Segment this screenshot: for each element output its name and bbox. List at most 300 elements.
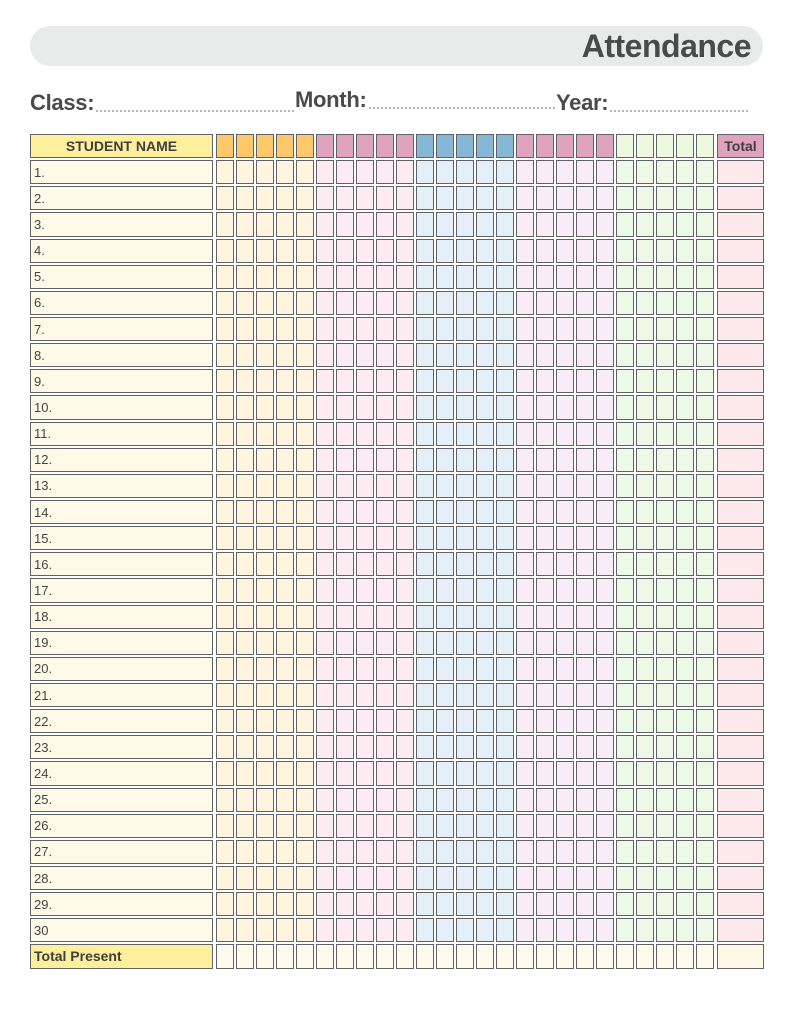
attendance-cell[interactable]	[596, 631, 614, 655]
student-name-cell[interactable]: 29.	[30, 892, 213, 916]
attendance-cell[interactable]	[616, 448, 634, 472]
attendance-cell[interactable]	[396, 265, 414, 289]
attendance-cell[interactable]	[696, 657, 714, 681]
attendance-cell[interactable]	[216, 866, 234, 890]
attendance-cell[interactable]	[556, 788, 574, 812]
attendance-cell[interactable]	[396, 526, 414, 550]
attendance-cell[interactable]	[576, 291, 594, 315]
attendance-cell[interactable]	[296, 526, 314, 550]
attendance-cell[interactable]	[496, 892, 514, 916]
attendance-cell[interactable]	[636, 343, 654, 367]
row-total-cell[interactable]	[717, 814, 764, 838]
attendance-cell[interactable]	[256, 918, 274, 942]
attendance-cell[interactable]	[216, 683, 234, 707]
attendance-cell[interactable]	[316, 291, 334, 315]
attendance-cell[interactable]	[596, 422, 614, 446]
attendance-cell[interactable]	[236, 788, 254, 812]
attendance-cell[interactable]	[256, 683, 274, 707]
attendance-cell[interactable]	[676, 343, 694, 367]
attendance-cell[interactable]	[536, 814, 554, 838]
row-total-cell[interactable]	[717, 186, 764, 210]
attendance-cell[interactable]	[456, 317, 474, 341]
attendance-cell[interactable]	[576, 814, 594, 838]
attendance-cell[interactable]	[356, 395, 374, 419]
total-present-cell[interactable]	[616, 944, 634, 968]
attendance-cell[interactable]	[556, 683, 574, 707]
attendance-cell[interactable]	[316, 552, 334, 576]
attendance-cell[interactable]	[376, 526, 394, 550]
attendance-cell[interactable]	[496, 160, 514, 184]
attendance-cell[interactable]	[276, 474, 294, 498]
attendance-cell[interactable]	[596, 605, 614, 629]
attendance-cell[interactable]	[676, 526, 694, 550]
row-total-cell[interactable]	[717, 526, 764, 550]
student-name-cell[interactable]: 13.	[30, 474, 213, 498]
attendance-cell[interactable]	[676, 552, 694, 576]
attendance-cell[interactable]	[576, 918, 594, 942]
attendance-cell[interactable]	[276, 709, 294, 733]
attendance-cell[interactable]	[316, 657, 334, 681]
student-name-cell[interactable]: 15.	[30, 526, 213, 550]
attendance-cell[interactable]	[676, 578, 694, 602]
attendance-cell[interactable]	[236, 474, 254, 498]
attendance-cell[interactable]	[596, 709, 614, 733]
attendance-cell[interactable]	[616, 395, 634, 419]
attendance-cell[interactable]	[516, 735, 534, 759]
student-name-cell[interactable]: 22.	[30, 709, 213, 733]
attendance-cell[interactable]	[516, 683, 534, 707]
total-present-cell[interactable]	[516, 944, 534, 968]
attendance-cell[interactable]	[216, 395, 234, 419]
attendance-cell[interactable]	[396, 709, 414, 733]
attendance-cell[interactable]	[496, 761, 514, 785]
attendance-cell[interactable]	[636, 735, 654, 759]
attendance-cell[interactable]	[276, 526, 294, 550]
attendance-cell[interactable]	[336, 814, 354, 838]
student-name-cell[interactable]: 6.	[30, 291, 213, 315]
attendance-cell[interactable]	[516, 578, 534, 602]
attendance-cell[interactable]	[336, 448, 354, 472]
attendance-cell[interactable]	[456, 500, 474, 524]
attendance-cell[interactable]	[576, 605, 594, 629]
student-name-cell[interactable]: 11.	[30, 422, 213, 446]
attendance-cell[interactable]	[296, 892, 314, 916]
attendance-cell[interactable]	[376, 186, 394, 210]
attendance-cell[interactable]	[656, 474, 674, 498]
attendance-cell[interactable]	[356, 448, 374, 472]
attendance-cell[interactable]	[536, 683, 554, 707]
attendance-cell[interactable]	[436, 422, 454, 446]
attendance-cell[interactable]	[436, 657, 454, 681]
attendance-cell[interactable]	[536, 239, 554, 263]
attendance-cell[interactable]	[296, 160, 314, 184]
attendance-cell[interactable]	[236, 500, 254, 524]
attendance-cell[interactable]	[536, 709, 554, 733]
row-total-cell[interactable]	[717, 265, 764, 289]
attendance-cell[interactable]	[376, 448, 394, 472]
total-present-cell[interactable]	[476, 944, 494, 968]
total-present-cell[interactable]	[316, 944, 334, 968]
attendance-cell[interactable]	[636, 814, 654, 838]
attendance-cell[interactable]	[316, 395, 334, 419]
attendance-cell[interactable]	[316, 212, 334, 236]
total-present-cell[interactable]	[556, 944, 574, 968]
attendance-cell[interactable]	[536, 474, 554, 498]
attendance-cell[interactable]	[356, 840, 374, 864]
attendance-cell[interactable]	[316, 788, 334, 812]
attendance-cell[interactable]	[636, 212, 654, 236]
attendance-cell[interactable]	[696, 343, 714, 367]
attendance-cell[interactable]	[636, 631, 654, 655]
attendance-cell[interactable]	[376, 605, 394, 629]
attendance-cell[interactable]	[236, 552, 254, 576]
attendance-cell[interactable]	[476, 317, 494, 341]
attendance-cell[interactable]	[476, 840, 494, 864]
attendance-cell[interactable]	[696, 709, 714, 733]
attendance-cell[interactable]	[656, 291, 674, 315]
attendance-cell[interactable]	[456, 735, 474, 759]
attendance-cell[interactable]	[656, 840, 674, 864]
attendance-cell[interactable]	[396, 474, 414, 498]
attendance-cell[interactable]	[296, 395, 314, 419]
student-name-cell[interactable]: 14.	[30, 500, 213, 524]
attendance-cell[interactable]	[676, 761, 694, 785]
attendance-cell[interactable]	[616, 160, 634, 184]
attendance-cell[interactable]	[596, 578, 614, 602]
attendance-cell[interactable]	[496, 265, 514, 289]
attendance-cell[interactable]	[476, 918, 494, 942]
attendance-cell[interactable]	[536, 657, 554, 681]
attendance-cell[interactable]	[276, 395, 294, 419]
attendance-cell[interactable]	[596, 761, 614, 785]
attendance-cell[interactable]	[336, 735, 354, 759]
attendance-cell[interactable]	[216, 291, 234, 315]
attendance-cell[interactable]	[416, 474, 434, 498]
attendance-cell[interactable]	[576, 788, 594, 812]
attendance-cell[interactable]	[496, 448, 514, 472]
attendance-cell[interactable]	[396, 814, 414, 838]
attendance-cell[interactable]	[496, 369, 514, 393]
attendance-cell[interactable]	[416, 683, 434, 707]
attendance-cell[interactable]	[696, 892, 714, 916]
attendance-cell[interactable]	[476, 239, 494, 263]
attendance-cell[interactable]	[496, 526, 514, 550]
attendance-cell[interactable]	[656, 657, 674, 681]
attendance-cell[interactable]	[616, 605, 634, 629]
attendance-cell[interactable]	[336, 526, 354, 550]
attendance-cell[interactable]	[556, 369, 574, 393]
student-name-cell[interactable]: 9.	[30, 369, 213, 393]
attendance-cell[interactable]	[616, 918, 634, 942]
total-present-cell[interactable]	[636, 944, 654, 968]
attendance-cell[interactable]	[376, 657, 394, 681]
attendance-cell[interactable]	[336, 500, 354, 524]
attendance-cell[interactable]	[276, 683, 294, 707]
attendance-cell[interactable]	[236, 317, 254, 341]
total-present-cell[interactable]	[376, 944, 394, 968]
attendance-cell[interactable]	[516, 160, 534, 184]
attendance-cell[interactable]	[356, 422, 374, 446]
attendance-cell[interactable]	[676, 422, 694, 446]
attendance-cell[interactable]	[376, 578, 394, 602]
attendance-cell[interactable]	[216, 657, 234, 681]
attendance-cell[interactable]	[696, 239, 714, 263]
attendance-cell[interactable]	[436, 448, 454, 472]
attendance-cell[interactable]	[456, 709, 474, 733]
row-total-cell[interactable]	[717, 212, 764, 236]
attendance-cell[interactable]	[256, 526, 274, 550]
row-total-cell[interactable]	[717, 918, 764, 942]
attendance-cell[interactable]	[336, 683, 354, 707]
attendance-cell[interactable]	[336, 474, 354, 498]
attendance-cell[interactable]	[336, 369, 354, 393]
attendance-cell[interactable]	[276, 552, 294, 576]
attendance-cell[interactable]	[376, 552, 394, 576]
attendance-cell[interactable]	[356, 186, 374, 210]
attendance-cell[interactable]	[396, 657, 414, 681]
total-present-cell[interactable]	[396, 944, 414, 968]
attendance-cell[interactable]	[536, 735, 554, 759]
attendance-cell[interactable]	[696, 395, 714, 419]
attendance-cell[interactable]	[236, 395, 254, 419]
attendance-cell[interactable]	[396, 605, 414, 629]
student-name-cell[interactable]: 20.	[30, 657, 213, 681]
attendance-cell[interactable]	[296, 474, 314, 498]
attendance-cell[interactable]	[296, 422, 314, 446]
student-name-cell[interactable]: 16.	[30, 552, 213, 576]
attendance-cell[interactable]	[636, 422, 654, 446]
attendance-cell[interactable]	[696, 814, 714, 838]
attendance-cell[interactable]	[456, 892, 474, 916]
attendance-cell[interactable]	[276, 761, 294, 785]
attendance-cell[interactable]	[376, 709, 394, 733]
attendance-cell[interactable]	[616, 709, 634, 733]
attendance-cell[interactable]	[576, 840, 594, 864]
attendance-cell[interactable]	[276, 892, 294, 916]
attendance-cell[interactable]	[396, 317, 414, 341]
attendance-cell[interactable]	[236, 709, 254, 733]
attendance-cell[interactable]	[496, 840, 514, 864]
attendance-cell[interactable]	[296, 761, 314, 785]
attendance-cell[interactable]	[556, 186, 574, 210]
attendance-cell[interactable]	[536, 186, 554, 210]
attendance-cell[interactable]	[676, 814, 694, 838]
attendance-cell[interactable]	[356, 343, 374, 367]
attendance-cell[interactable]	[596, 866, 614, 890]
attendance-cell[interactable]	[456, 186, 474, 210]
attendance-cell[interactable]	[216, 892, 234, 916]
attendance-cell[interactable]	[456, 448, 474, 472]
attendance-cell[interactable]	[436, 840, 454, 864]
attendance-cell[interactable]	[256, 160, 274, 184]
attendance-cell[interactable]	[436, 160, 454, 184]
attendance-cell[interactable]	[596, 474, 614, 498]
attendance-cell[interactable]	[416, 212, 434, 236]
attendance-cell[interactable]	[476, 735, 494, 759]
attendance-cell[interactable]	[396, 212, 414, 236]
attendance-cell[interactable]	[576, 683, 594, 707]
attendance-cell[interactable]	[416, 448, 434, 472]
attendance-cell[interactable]	[216, 474, 234, 498]
attendance-cell[interactable]	[276, 840, 294, 864]
attendance-cell[interactable]	[236, 343, 254, 367]
total-present-cell[interactable]	[436, 944, 454, 968]
attendance-cell[interactable]	[276, 239, 294, 263]
attendance-cell[interactable]	[516, 500, 534, 524]
attendance-cell[interactable]	[436, 212, 454, 236]
attendance-cell[interactable]	[376, 212, 394, 236]
total-present-cell[interactable]	[256, 944, 274, 968]
attendance-cell[interactable]	[396, 866, 414, 890]
attendance-cell[interactable]	[256, 552, 274, 576]
attendance-cell[interactable]	[516, 343, 534, 367]
attendance-cell[interactable]	[296, 918, 314, 942]
attendance-cell[interactable]	[276, 578, 294, 602]
student-name-cell[interactable]: 3.	[30, 212, 213, 236]
attendance-cell[interactable]	[416, 291, 434, 315]
attendance-cell[interactable]	[296, 239, 314, 263]
attendance-cell[interactable]	[256, 892, 274, 916]
attendance-cell[interactable]	[596, 343, 614, 367]
attendance-cell[interactable]	[416, 186, 434, 210]
attendance-cell[interactable]	[636, 578, 654, 602]
attendance-cell[interactable]	[676, 474, 694, 498]
attendance-cell[interactable]	[476, 422, 494, 446]
attendance-cell[interactable]	[356, 552, 374, 576]
row-total-cell[interactable]	[717, 369, 764, 393]
row-total-cell[interactable]	[717, 395, 764, 419]
attendance-cell[interactable]	[596, 369, 614, 393]
attendance-cell[interactable]	[476, 291, 494, 315]
attendance-cell[interactable]	[256, 709, 274, 733]
attendance-cell[interactable]	[316, 343, 334, 367]
attendance-cell[interactable]	[396, 395, 414, 419]
attendance-cell[interactable]	[696, 317, 714, 341]
attendance-cell[interactable]	[696, 265, 714, 289]
attendance-cell[interactable]	[456, 657, 474, 681]
attendance-cell[interactable]	[356, 683, 374, 707]
attendance-cell[interactable]	[256, 369, 274, 393]
attendance-cell[interactable]	[616, 265, 634, 289]
attendance-cell[interactable]	[696, 160, 714, 184]
attendance-cell[interactable]	[256, 395, 274, 419]
attendance-cell[interactable]	[316, 918, 334, 942]
attendance-cell[interactable]	[416, 918, 434, 942]
attendance-cell[interactable]	[476, 186, 494, 210]
attendance-cell[interactable]	[536, 212, 554, 236]
attendance-cell[interactable]	[376, 422, 394, 446]
attendance-cell[interactable]	[416, 500, 434, 524]
attendance-cell[interactable]	[356, 866, 374, 890]
attendance-cell[interactable]	[416, 788, 434, 812]
total-present-cell[interactable]	[216, 944, 234, 968]
attendance-cell[interactable]	[616, 683, 634, 707]
attendance-cell[interactable]	[516, 788, 534, 812]
attendance-cell[interactable]	[296, 683, 314, 707]
attendance-cell[interactable]	[676, 631, 694, 655]
attendance-cell[interactable]	[356, 709, 374, 733]
row-total-cell[interactable]	[717, 840, 764, 864]
attendance-cell[interactable]	[676, 605, 694, 629]
class-field[interactable]	[30, 86, 294, 116]
attendance-cell[interactable]	[556, 212, 574, 236]
attendance-cell[interactable]	[236, 422, 254, 446]
attendance-cell[interactable]	[336, 631, 354, 655]
attendance-cell[interactable]	[336, 761, 354, 785]
attendance-cell[interactable]	[496, 866, 514, 890]
attendance-cell[interactable]	[516, 395, 534, 419]
attendance-cell[interactable]	[636, 840, 654, 864]
attendance-cell[interactable]	[376, 918, 394, 942]
attendance-cell[interactable]	[396, 788, 414, 812]
attendance-cell[interactable]	[256, 866, 274, 890]
attendance-cell[interactable]	[456, 369, 474, 393]
attendance-cell[interactable]	[576, 186, 594, 210]
attendance-cell[interactable]	[416, 369, 434, 393]
attendance-cell[interactable]	[636, 605, 654, 629]
attendance-cell[interactable]	[656, 735, 674, 759]
attendance-cell[interactable]	[396, 369, 414, 393]
attendance-cell[interactable]	[336, 605, 354, 629]
attendance-cell[interactable]	[496, 291, 514, 315]
attendance-cell[interactable]	[496, 683, 514, 707]
attendance-cell[interactable]	[556, 814, 574, 838]
attendance-cell[interactable]	[616, 840, 634, 864]
attendance-cell[interactable]	[316, 160, 334, 184]
attendance-cell[interactable]	[576, 735, 594, 759]
attendance-cell[interactable]	[656, 448, 674, 472]
attendance-cell[interactable]	[516, 317, 534, 341]
attendance-cell[interactable]	[376, 369, 394, 393]
attendance-cell[interactable]	[296, 605, 314, 629]
attendance-cell[interactable]	[356, 369, 374, 393]
attendance-cell[interactable]	[216, 422, 234, 446]
attendance-cell[interactable]	[496, 474, 514, 498]
attendance-cell[interactable]	[236, 683, 254, 707]
attendance-cell[interactable]	[656, 526, 674, 550]
attendance-cell[interactable]	[236, 291, 254, 315]
attendance-cell[interactable]	[476, 866, 494, 890]
attendance-cell[interactable]	[276, 735, 294, 759]
student-name-cell[interactable]: 24.	[30, 761, 213, 785]
attendance-cell[interactable]	[316, 500, 334, 524]
attendance-cell[interactable]	[456, 160, 474, 184]
total-present-cell[interactable]	[496, 944, 514, 968]
attendance-cell[interactable]	[556, 422, 574, 446]
attendance-cell[interactable]	[356, 892, 374, 916]
row-total-cell[interactable]	[717, 709, 764, 733]
attendance-cell[interactable]	[396, 892, 414, 916]
attendance-cell[interactable]	[536, 526, 554, 550]
attendance-cell[interactable]	[216, 918, 234, 942]
attendance-cell[interactable]	[496, 788, 514, 812]
attendance-cell[interactable]	[436, 683, 454, 707]
attendance-cell[interactable]	[396, 840, 414, 864]
attendance-cell[interactable]	[576, 395, 594, 419]
attendance-cell[interactable]	[556, 448, 574, 472]
attendance-cell[interactable]	[336, 552, 354, 576]
attendance-cell[interactable]	[676, 892, 694, 916]
attendance-cell[interactable]	[436, 317, 454, 341]
attendance-cell[interactable]	[596, 500, 614, 524]
attendance-cell[interactable]	[256, 186, 274, 210]
total-present-cell[interactable]	[456, 944, 474, 968]
attendance-cell[interactable]	[316, 317, 334, 341]
attendance-cell[interactable]	[336, 866, 354, 890]
attendance-cell[interactable]	[656, 761, 674, 785]
attendance-cell[interactable]	[616, 474, 634, 498]
attendance-cell[interactable]	[516, 657, 534, 681]
